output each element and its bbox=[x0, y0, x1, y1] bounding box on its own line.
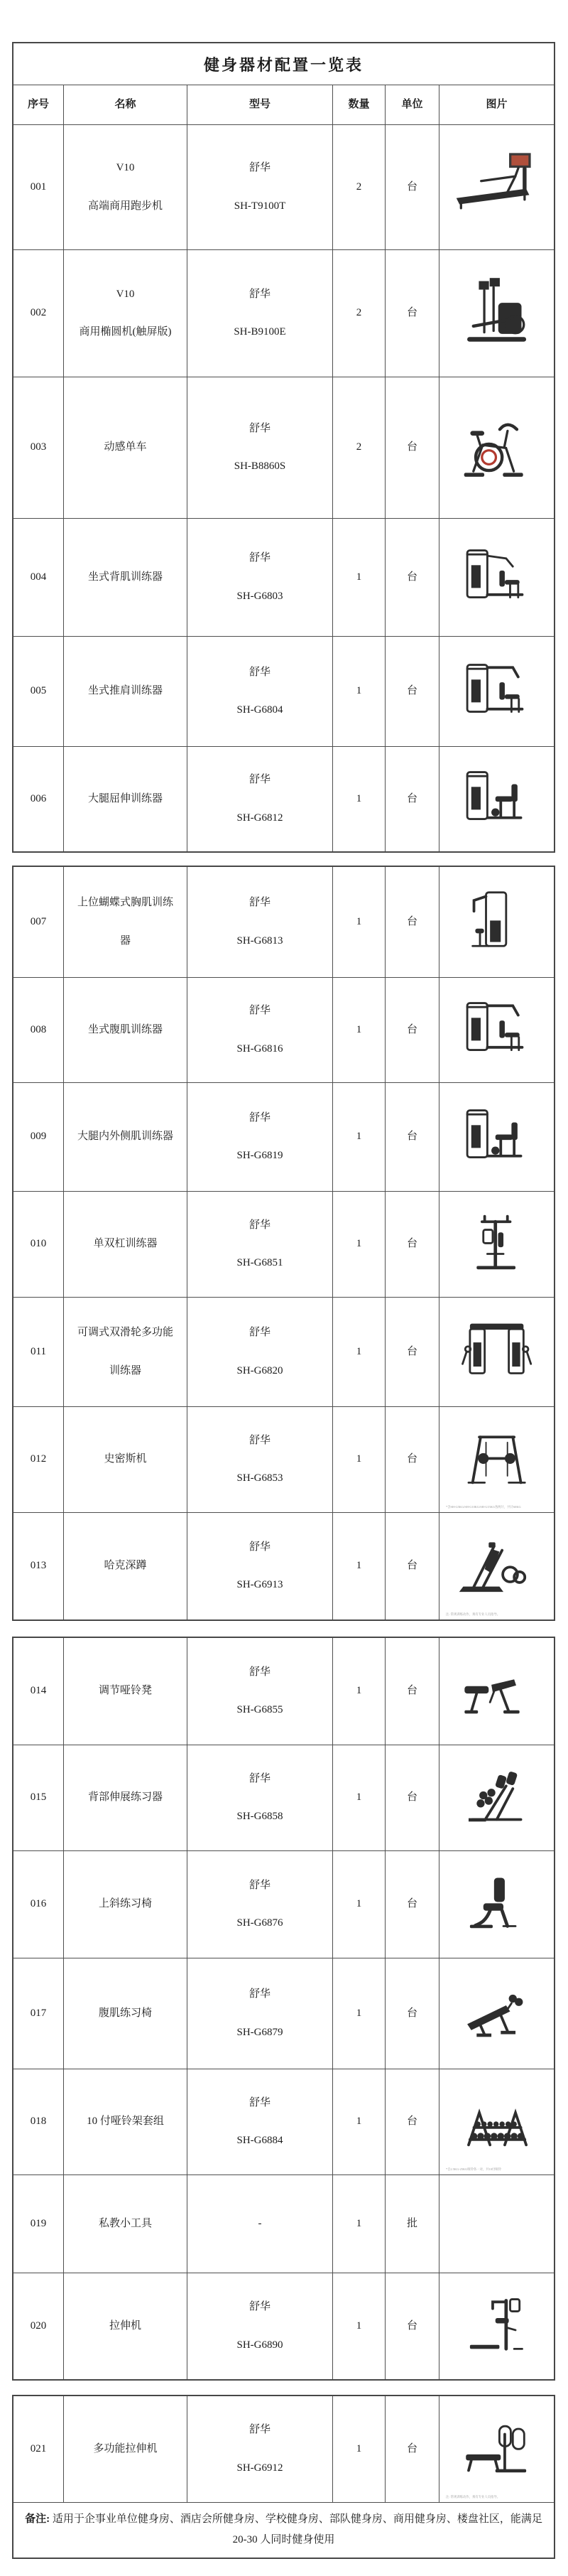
column-header-model: 型号 bbox=[187, 85, 333, 124]
model-line: 舒华 bbox=[248, 1666, 271, 1678]
quantity: 1 bbox=[333, 1298, 386, 1406]
column-header-name: 名称 bbox=[64, 85, 187, 124]
name-line: 高端商用跑步机 bbox=[87, 200, 163, 212]
equipment-model bbox=[187, 2069, 333, 2174]
row-number: 015 bbox=[13, 1745, 64, 1850]
model-line: SH-G6912 bbox=[236, 2462, 283, 2474]
model-line: 舒华 bbox=[248, 897, 271, 908]
equipment-table-document bbox=[12, 42, 555, 2559]
model-line: 舒华 bbox=[248, 162, 271, 173]
model-line: SH-B8860S bbox=[234, 460, 286, 472]
strength-machine-icon bbox=[444, 641, 550, 742]
table-row bbox=[13, 637, 554, 747]
name-line: 动感单车 bbox=[104, 441, 147, 453]
table-row bbox=[13, 250, 554, 377]
table-block-2 bbox=[12, 866, 555, 1621]
name-line: 商用椭圆机(触屏版) bbox=[79, 326, 172, 338]
equipment-name bbox=[64, 125, 187, 249]
unit: 台 bbox=[386, 978, 439, 1082]
name-line: 单双杠训练器 bbox=[93, 1238, 158, 1250]
equipment-name bbox=[64, 377, 187, 518]
unit: 台 bbox=[386, 2396, 439, 2502]
model-line: SH-G6853 bbox=[236, 1472, 283, 1484]
row-number: 016 bbox=[13, 1851, 64, 1958]
model-line: SH-G6858 bbox=[236, 1811, 283, 1822]
name-line: 史密斯机 bbox=[104, 1453, 147, 1465]
quantity: 1 bbox=[333, 2069, 386, 2174]
upright-chair-icon bbox=[444, 1855, 550, 1953]
table-row bbox=[13, 377, 554, 519]
model-line: 舒华 bbox=[248, 1434, 271, 1446]
table-row bbox=[13, 1407, 554, 1513]
name-line: 大腿屈伸训练器 bbox=[87, 792, 163, 804]
equipment-model bbox=[187, 2396, 333, 2502]
quantity: 1 bbox=[333, 1851, 386, 1958]
model-line: 舒华 bbox=[248, 288, 271, 300]
equipment-name bbox=[64, 1083, 187, 1191]
ab-bench-icon bbox=[444, 1963, 550, 2064]
equipment-photo-cell bbox=[439, 1745, 554, 1850]
leg-machine-icon bbox=[444, 751, 550, 847]
quantity: 1 bbox=[333, 1958, 386, 2069]
model-line: SH-G6820 bbox=[236, 1364, 283, 1376]
equipment-model bbox=[187, 978, 333, 1082]
table-row bbox=[13, 519, 554, 637]
functional-trainer-icon bbox=[444, 1302, 550, 1402]
row-number: 019 bbox=[13, 2175, 64, 2273]
table-row bbox=[13, 2069, 554, 2175]
table-row bbox=[13, 747, 554, 851]
quantity: 2 bbox=[333, 377, 386, 518]
unit: 台 bbox=[386, 2273, 439, 2379]
equipment-name bbox=[64, 1298, 187, 1406]
name-line: 坐式腹肌训练器 bbox=[87, 1023, 163, 1035]
model-line: SH-G6913 bbox=[236, 1579, 283, 1590]
row-number: 017 bbox=[13, 1958, 64, 2069]
row-number: 020 bbox=[13, 2273, 64, 2379]
unit: 台 bbox=[386, 1958, 439, 2069]
photo-caption: *自2.5KG-25KG哑铃各一对，共10付哑铃 bbox=[446, 2167, 502, 2171]
equipment-model bbox=[187, 1192, 333, 1297]
row-number: 002 bbox=[13, 250, 64, 377]
unit: 台 bbox=[386, 250, 439, 377]
quantity: 1 bbox=[333, 519, 386, 636]
row-number: 009 bbox=[13, 1083, 64, 1191]
model-line: 舒华 bbox=[248, 2301, 271, 2312]
model-line: SH-G6851 bbox=[236, 1257, 283, 1268]
quantity: 1 bbox=[333, 1192, 386, 1297]
equipment-model bbox=[187, 1958, 333, 2069]
quantity: 1 bbox=[333, 867, 386, 977]
equipment-photo-cell bbox=[439, 867, 554, 977]
table-block-4 bbox=[12, 2395, 555, 2559]
strength-machine-icon bbox=[444, 982, 550, 1078]
table-row bbox=[13, 1192, 554, 1298]
equipment-name bbox=[64, 1638, 187, 1745]
unit: 台 bbox=[386, 637, 439, 746]
quantity: 2 bbox=[333, 250, 386, 377]
unit: 台 bbox=[386, 1851, 439, 1958]
equipment-model bbox=[187, 1298, 333, 1406]
equipment-name bbox=[64, 1745, 187, 1850]
table-block-3 bbox=[12, 1637, 555, 2381]
row-number: 014 bbox=[13, 1638, 64, 1745]
name-line: 腹肌练习椅 bbox=[98, 2007, 152, 2019]
equipment-photo-cell bbox=[439, 2273, 554, 2379]
rows-group-3 bbox=[13, 1638, 554, 2379]
table-row bbox=[13, 1851, 554, 1958]
row-number: 001 bbox=[13, 125, 64, 249]
equipment-name bbox=[64, 1407, 187, 1512]
model-line: SH-G6804 bbox=[236, 704, 283, 716]
unit: 台 bbox=[386, 519, 439, 636]
equipment-photo-cell bbox=[439, 978, 554, 1082]
equipment-name bbox=[64, 2069, 187, 2174]
equipment-model bbox=[187, 1745, 333, 1850]
equipment-photo-cell bbox=[439, 1083, 554, 1191]
equipment-name bbox=[64, 637, 187, 746]
equipment-model bbox=[187, 867, 333, 977]
name-line: 大腿内外侧肌训练器 bbox=[77, 1131, 173, 1143]
quantity: 2 bbox=[333, 125, 386, 249]
model-line: 舒华 bbox=[248, 422, 271, 434]
model-line: 舒华 bbox=[248, 1988, 271, 2000]
name-line: 10 付哑铃架套组 bbox=[87, 2116, 164, 2128]
unit: 台 bbox=[386, 1298, 439, 1406]
name-line: 坐式背肌训练器 bbox=[87, 571, 163, 583]
equipment-photo-cell bbox=[439, 1851, 554, 1958]
quantity: 1 bbox=[333, 2396, 386, 2502]
model-line: SH-G6879 bbox=[236, 2026, 283, 2038]
model-line: 舒华 bbox=[248, 1111, 271, 1123]
equipment-photo-cell bbox=[439, 1407, 554, 1512]
model-line: 舒华 bbox=[248, 2096, 271, 2108]
equipment-model bbox=[187, 1851, 333, 1958]
quantity: 1 bbox=[333, 637, 386, 746]
name-line: V10 bbox=[116, 162, 135, 173]
equipment-photo-cell bbox=[439, 1513, 554, 1620]
row-number: 006 bbox=[13, 747, 64, 851]
dumbbell-bench-icon bbox=[444, 1642, 550, 1740]
name-line: 拉伸机 bbox=[109, 2319, 141, 2332]
equipment-model bbox=[187, 250, 333, 377]
name-line: 背部伸展练习器 bbox=[87, 1791, 163, 1804]
equipment-name bbox=[64, 2273, 187, 2379]
table-row bbox=[13, 2175, 554, 2273]
table-row bbox=[13, 1638, 554, 1745]
unit: 台 bbox=[386, 2069, 439, 2174]
row-number: 003 bbox=[13, 377, 64, 518]
model-line: SH-G6816 bbox=[236, 1042, 283, 1055]
equipment-model bbox=[187, 747, 333, 851]
equipment-model bbox=[187, 1513, 333, 1620]
equipment-name bbox=[64, 1192, 187, 1297]
equipment-name bbox=[64, 1513, 187, 1620]
equipment-name bbox=[64, 1958, 187, 2069]
name-line: 训练器 bbox=[109, 1364, 141, 1376]
table-row bbox=[13, 1083, 554, 1192]
equipment-photo-cell bbox=[439, 2175, 554, 2273]
quantity: 1 bbox=[333, 747, 386, 851]
dumbbell-rack-icon bbox=[444, 2074, 550, 2170]
model-line: SH-G6803 bbox=[236, 590, 283, 602]
model-line: 舒华 bbox=[248, 1327, 271, 1338]
multi-stretch-machine-icon bbox=[444, 2400, 550, 2498]
unit: 台 bbox=[386, 1513, 439, 1620]
name-line: 可调式双滑轮多功能 bbox=[77, 1327, 173, 1338]
table-header-row bbox=[13, 85, 554, 125]
page-title: 健身器材配置一览表 bbox=[13, 43, 554, 85]
quantity: 1 bbox=[333, 1513, 386, 1620]
quantity: 1 bbox=[333, 1407, 386, 1512]
name-line: 上位蝴蝶式胸肌训练 bbox=[77, 897, 173, 908]
quantity: 1 bbox=[333, 1083, 386, 1191]
model-line: SH-G6884 bbox=[236, 2135, 283, 2146]
equipment-name bbox=[64, 2175, 187, 2273]
unit: 台 bbox=[386, 747, 439, 851]
model-line: SH-G6855 bbox=[236, 1704, 283, 1715]
name-line: 哈克深蹲 bbox=[104, 1560, 147, 1572]
table-row bbox=[13, 867, 554, 978]
remark-row bbox=[13, 2503, 554, 2558]
model-line: 舒华 bbox=[248, 666, 271, 678]
equipment-name bbox=[64, 867, 187, 977]
remark-label: 备注: bbox=[25, 2513, 50, 2525]
model-line: 舒华 bbox=[248, 1879, 271, 1891]
row-number: 008 bbox=[13, 978, 64, 1082]
photo-caption: 注: 常规训练动作，须有专业人员指导。 bbox=[446, 1612, 501, 1616]
smith-machine-icon bbox=[444, 1411, 550, 1508]
table-row bbox=[13, 2396, 554, 2503]
table-row bbox=[13, 1513, 554, 1620]
unit: 台 bbox=[386, 1083, 439, 1191]
equipment-photo-cell bbox=[439, 1192, 554, 1297]
equipment-model bbox=[187, 2175, 333, 2273]
column-header-photo: 图片 bbox=[486, 98, 508, 110]
table-row bbox=[13, 1958, 554, 2069]
name-line: 多功能拉伸机 bbox=[93, 2442, 158, 2454]
back-extension-icon bbox=[444, 1750, 550, 1846]
model-line: 舒华 bbox=[248, 2424, 271, 2435]
table-block-1 bbox=[12, 42, 555, 853]
strength-machine-icon bbox=[444, 523, 550, 632]
quantity: 1 bbox=[333, 1638, 386, 1745]
equipment-model bbox=[187, 1407, 333, 1512]
equipment-photo-cell bbox=[439, 377, 554, 518]
equipment-photo-cell bbox=[439, 2069, 554, 2174]
row-number: 018 bbox=[13, 2069, 64, 2174]
hack-squat-icon bbox=[444, 1517, 550, 1615]
table-row bbox=[13, 125, 554, 250]
quantity: 1 bbox=[333, 2273, 386, 2379]
photo-caption: *含SH-G5KG/SH-G10KG/SH-G15KG各两片，共计60KG bbox=[446, 1505, 521, 1509]
table-row bbox=[13, 1745, 554, 1851]
elliptical-icon bbox=[444, 254, 550, 372]
treadmill-icon bbox=[444, 129, 550, 245]
equipment-name bbox=[64, 747, 187, 851]
row-number: 011 bbox=[13, 1298, 64, 1406]
row-number: 007 bbox=[13, 867, 64, 977]
unit: 台 bbox=[386, 1638, 439, 1745]
equipment-model bbox=[187, 1083, 333, 1191]
equipment-photo-cell bbox=[439, 1958, 554, 2069]
name-line: 私教小工具 bbox=[98, 2217, 152, 2229]
equipment-name bbox=[64, 1851, 187, 1958]
model-line: 舒华 bbox=[248, 1772, 271, 1784]
unit: 台 bbox=[386, 1407, 439, 1512]
model-line: - bbox=[258, 2217, 262, 2229]
equipment-photo-cell bbox=[439, 637, 554, 746]
leg-machine-icon bbox=[444, 1087, 550, 1187]
rows-group-4 bbox=[13, 2396, 554, 2503]
quantity: 1 bbox=[333, 2175, 386, 2273]
column-header-qty: 数量 bbox=[333, 85, 386, 124]
table-row bbox=[13, 1298, 554, 1407]
rows-group-1 bbox=[13, 125, 554, 851]
equipment-photo-cell bbox=[439, 2396, 554, 2502]
model-line: SH-G6819 bbox=[236, 1150, 283, 1161]
name-line: V10 bbox=[116, 288, 135, 300]
unit: 台 bbox=[386, 867, 439, 977]
unit: 台 bbox=[386, 377, 439, 518]
equipment-model bbox=[187, 2273, 333, 2379]
row-number: 005 bbox=[13, 637, 64, 746]
rows-group-2 bbox=[13, 867, 554, 1620]
equipment-photo-cell bbox=[439, 250, 554, 377]
model-line: 舒华 bbox=[248, 1219, 271, 1231]
unit: 台 bbox=[386, 1192, 439, 1297]
photo-caption: 注: 常规训练动作，须有专业人员指导。 bbox=[446, 2495, 501, 2499]
row-number: 021 bbox=[13, 2396, 64, 2502]
table-row bbox=[13, 978, 554, 1083]
name-line: 调节哑铃凳 bbox=[98, 1685, 152, 1697]
equipment-model bbox=[187, 377, 333, 518]
unit: 台 bbox=[386, 125, 439, 249]
chest-fly-machine-icon bbox=[444, 871, 550, 973]
row-number: 010 bbox=[13, 1192, 64, 1297]
model-line: SH-G6812 bbox=[236, 812, 283, 824]
equipment-name bbox=[64, 978, 187, 1082]
model-line: SH-T9100T bbox=[234, 200, 286, 212]
equipment-name bbox=[64, 519, 187, 636]
row-number: 012 bbox=[13, 1407, 64, 1512]
row-number: 013 bbox=[13, 1513, 64, 1620]
equipment-photo-cell bbox=[439, 519, 554, 636]
column-header-no: 序号 bbox=[13, 85, 64, 124]
name-line: 坐式推肩训练器 bbox=[87, 685, 163, 697]
dip-tower-icon bbox=[444, 1196, 550, 1293]
model-line: 舒华 bbox=[248, 1005, 271, 1016]
model-line: 舒华 bbox=[248, 774, 271, 785]
stretch-machine-icon bbox=[444, 2278, 550, 2375]
table-row bbox=[13, 2273, 554, 2379]
equipment-model bbox=[187, 519, 333, 636]
column-header-unit: 单位 bbox=[386, 85, 439, 124]
equipment-model bbox=[187, 637, 333, 746]
model-line: SH-G6813 bbox=[236, 934, 283, 947]
model-line: SH-B9100E bbox=[234, 326, 286, 338]
quantity: 1 bbox=[333, 978, 386, 1082]
model-line: SH-G6876 bbox=[236, 1917, 283, 1929]
equipment-photo-cell bbox=[439, 125, 554, 249]
name-line: 上斜练习椅 bbox=[98, 1898, 152, 1910]
unit: 台 bbox=[386, 1745, 439, 1850]
equipment-name bbox=[64, 2396, 187, 2502]
equipment-model bbox=[187, 1638, 333, 1745]
unit: 批 bbox=[386, 2175, 439, 2273]
model-line: 舒华 bbox=[248, 1541, 271, 1553]
equipment-photo-cell bbox=[439, 1638, 554, 1745]
remark-text: 适用于企事业单位健身房、酒店会所健身房、学校健身房、部队健身房、商用健身房、楼盘社区，能满足 20-30 人同时健身使用 bbox=[52, 2513, 542, 2546]
model-line: 舒华 bbox=[248, 552, 271, 564]
name-line: 器 bbox=[119, 934, 131, 947]
equipment-model bbox=[187, 125, 333, 249]
quantity: 1 bbox=[333, 1745, 386, 1850]
equipment-name bbox=[64, 250, 187, 377]
equipment-photo-cell bbox=[439, 1298, 554, 1406]
equipment-photo-cell bbox=[439, 747, 554, 851]
row-number: 004 bbox=[13, 519, 64, 636]
spin-bike-icon bbox=[444, 382, 550, 514]
model-line: SH-G6890 bbox=[236, 2339, 283, 2351]
